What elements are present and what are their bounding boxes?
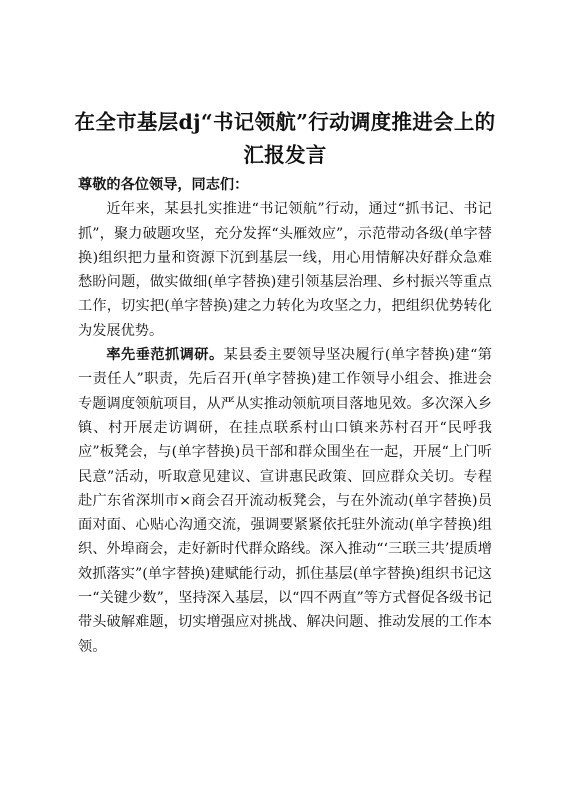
document-title <box>60 106 510 172</box>
paragraph-2-text: 某县委主要领导坚决履行(单字替换)建“第一责任人”职责，先后召开(单字替换)建工作领导小组会、推进会专题调度领航项目，从严从实推动领航项目落地见效。多次深入乡镇、村开展走访调研，在挂点联系村山口镇来苏村召开“民呼我应”板凳会，与(单字替换)员干部和群众围坐在一起，开展“上门听民意”活动，听取意见建议、宣讲惠民政策、回应群众关切。专程赴广东省深圳市×商会召开流动板凳会，与在外流动(单字替换)员面对面、心贴心沟通交流，强调要紧紧依托驻外流动(单字替换)组织、外埠商会，走好新时代群众路线。深入推动“‘三联三共’提质增效抓落实”(单字替换)建赋能行动，抓住基层(单字替换)组织书记这一“关键少数”，坚持深入基层，以“四不两直”等方式督促各级书记带头破解难题，切实增强应对挑战、解决问题、推动发展的工作本领。 <box>78 347 492 655</box>
document-body <box>78 173 492 659</box>
paragraph-2-lead: 率先垂范抓调研。 <box>106 347 224 364</box>
paragraph-2 <box>78 343 492 659</box>
title-line-2: 汇报发言 <box>243 143 327 167</box>
greeting: 尊敬的各位领导，同志们： <box>78 177 249 193</box>
title-line-1: 在全市基层dj“书记领航”行动调度推进会上的 <box>74 110 496 134</box>
paragraph-1-text: 近年来，某县扎实推进“书记领航”行动，通过“抓书记、书记抓”，聚力破题攻坚，充分发挥“头雁效应”，示范带动各级(单字替换)组织把力量和资源下沉到基层一线，用心用情解决好群众急难愁盼问题，做实做细(单字替换)建引领基层治理、乡村振兴等重点工作，切实把(单字替换)建之力转化为攻坚之力，把组织优势转化为发展优势。 <box>78 201 492 339</box>
paragraph-1 <box>78 197 492 343</box>
